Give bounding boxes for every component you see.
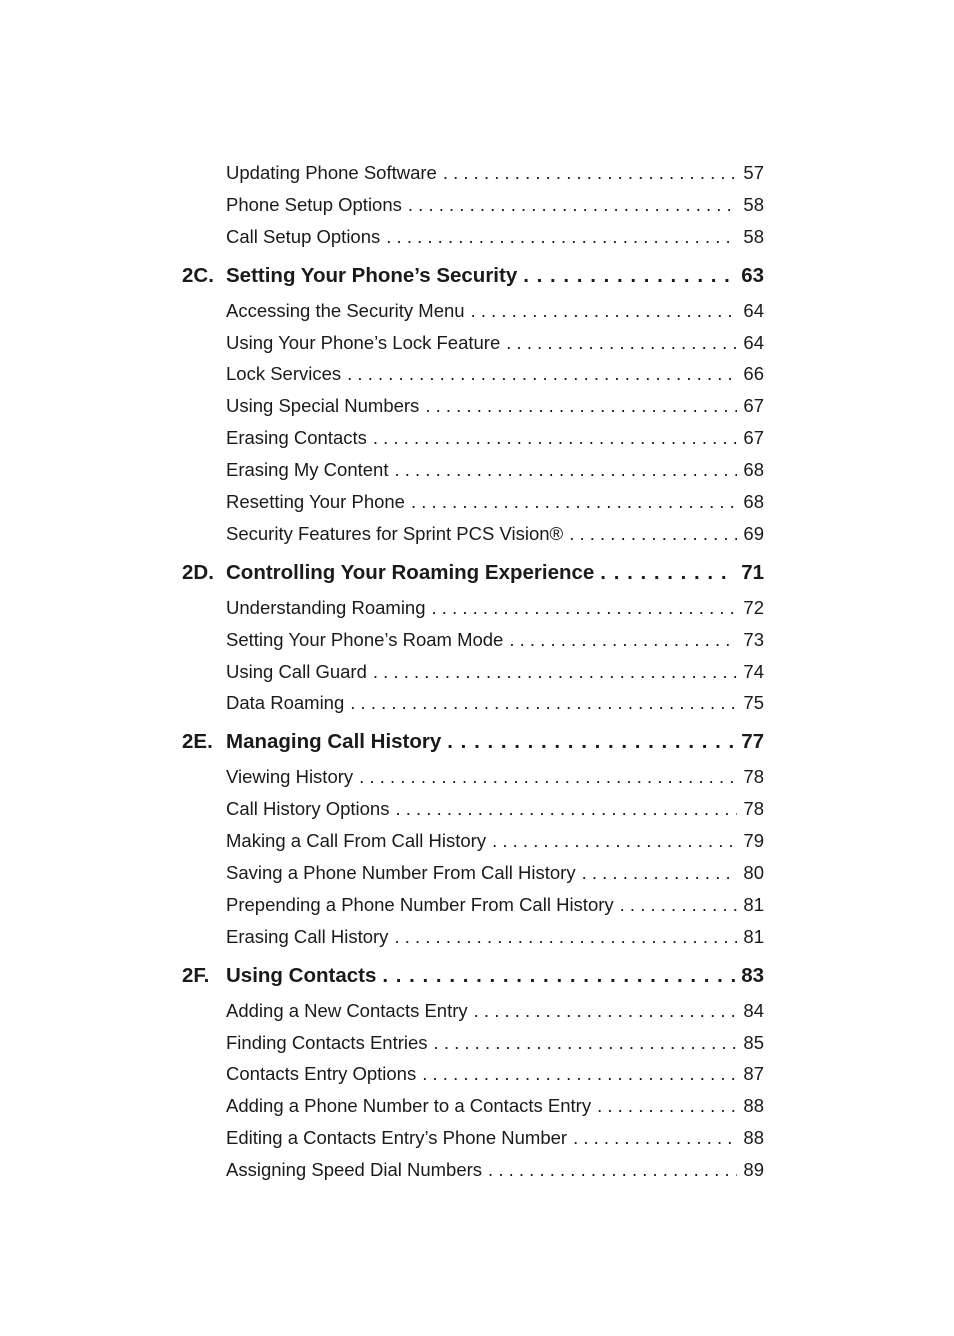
chapter-page: 63 [741,263,764,287]
toc-entry-title: Saving a Phone Number From Call History [226,862,576,884]
toc-entry[interactable] [182,422,764,454]
chapter-number: 2C. [182,263,214,287]
dot-leader [492,825,737,857]
toc-entry-page: 85 [743,1031,764,1053]
toc-entry-page: 84 [743,999,764,1021]
chapter-title: Controlling Your Roaming Experience [226,560,595,584]
toc-entry-page: 67 [743,427,764,449]
toc-entry-title: Phone Setup Options [226,193,402,215]
toc-entry-page: 69 [743,522,764,544]
toc-entry-title: Using Special Numbers [226,395,420,417]
toc-entry-title: Using Call Guard [226,660,367,682]
toc-entry-page: 87 [743,1063,764,1085]
dot-leader [422,1058,737,1090]
toc-entry-page: 75 [743,692,764,714]
toc-chapter-heading[interactable] [182,554,764,592]
toc-entry-title: Erasing Contacts [226,427,367,449]
toc-entry-page: 73 [743,628,764,650]
toc-entry-title: Using Your Phone’s Lock Feature [226,331,501,353]
toc-chapter-heading[interactable] [182,723,764,761]
toc-entry-page: 58 [743,225,764,247]
dot-leader [408,189,738,221]
toc-entry[interactable] [182,1027,764,1059]
toc-entry[interactable] [182,857,764,889]
toc-entry-page: 58 [743,193,764,215]
dot-leader [620,889,738,921]
toc-entry-title: Assigning Speed Dial Numbers [226,1159,483,1181]
toc-entry-page: 66 [743,363,764,385]
toc-entry-page: 74 [743,660,764,682]
toc-entry-page: 89 [743,1159,764,1181]
dot-leader [447,723,735,761]
toc-entry-page: 64 [743,299,764,321]
dot-leader [509,624,737,656]
toc-entry-title: Adding a New Contacts Entry [226,999,468,1021]
toc-chapter-heading[interactable] [182,957,764,995]
chapter-title: Managing Call History [226,730,442,754]
toc-entry-title: Making a Call From Call History [226,830,487,852]
toc-entry[interactable] [182,761,764,793]
toc-entry-title: Erasing My Content [226,459,389,481]
toc-entry-title: Finding Contacts Entries [226,1031,428,1053]
toc-entry[interactable] [182,358,764,390]
toc-entry-page: 88 [743,1127,764,1149]
dot-leader [350,687,737,719]
toc-entry[interactable] [182,390,764,422]
dot-leader [382,957,735,995]
toc-entry-title: Call History Options [226,798,390,820]
toc-entry-title: Prepending a Phone Number From Call History [226,893,614,915]
dot-leader [395,793,737,825]
toc-entry-title: Viewing History [226,766,354,788]
table-of-contents [182,157,764,1186]
dot-leader [597,1090,737,1122]
dot-leader [425,390,737,422]
dot-leader [573,1122,737,1154]
dot-leader [386,221,737,253]
dot-leader [523,257,735,295]
chapter-number: 2D. [182,560,214,584]
toc-entry-title: Understanding Roaming [226,596,426,618]
dot-leader [600,554,735,592]
toc-entry[interactable] [182,995,764,1027]
chapter-number: 2F. [182,963,210,987]
toc-entry-title: Lock Services [226,363,342,385]
toc-entry[interactable] [182,295,764,327]
dot-leader [434,1027,738,1059]
toc-entry[interactable] [182,687,764,719]
chapter-title: Setting Your Phone’s Security [226,263,518,287]
toc-entry-title: Security Features for Sprint PCS Vision® [226,522,564,544]
toc-entry-page: 67 [743,395,764,417]
dot-leader [474,995,738,1027]
toc-entry-title: Accessing the Security Menu [226,299,465,321]
toc-entry-page: 80 [743,862,764,884]
chapter-page: 83 [741,963,764,987]
dot-leader [411,486,737,518]
toc-entry[interactable] [182,1058,764,1090]
toc-entry[interactable] [182,889,764,921]
dot-leader [373,422,738,454]
toc-entry[interactable] [182,157,764,189]
toc-entry-title: Resetting Your Phone [226,491,405,513]
dot-leader [394,454,737,486]
toc-entry[interactable] [182,454,764,486]
chapter-number: 2E. [182,730,213,754]
toc-entry[interactable] [182,624,764,656]
toc-entry-page: 81 [743,893,764,915]
toc-entry-title: Editing a Contacts Entry’s Phone Number [226,1127,568,1149]
toc-entry-title: Updating Phone Software [226,162,437,183]
toc-entry-title: Call Setup Options [226,225,381,247]
chapter-title: Using Contacts [226,963,377,987]
toc-entry[interactable] [182,825,764,857]
toc-entry[interactable] [182,656,764,688]
toc-entry-page: 78 [743,766,764,788]
dot-leader [347,358,737,390]
toc-entry[interactable] [182,189,764,221]
dot-leader [488,1154,737,1186]
toc-entry-page: 79 [743,830,764,852]
toc-entry[interactable] [182,327,764,359]
toc-entry-title: Data Roaming [226,692,345,714]
chapter-page: 71 [741,560,764,584]
toc-chapter-heading[interactable] [182,257,764,295]
toc-entry[interactable] [182,1090,764,1122]
toc-entry-page: 78 [743,798,764,820]
toc-entry-page: 68 [743,491,764,513]
toc-entry[interactable] [182,921,764,953]
toc-entry-page: 64 [743,331,764,353]
chapter-page: 77 [741,730,764,754]
toc-entry-page: 81 [743,925,764,947]
toc-entry-page: 72 [743,596,764,618]
toc-entry-title: Setting Your Phone’s Roam Mode [226,628,504,650]
toc-entry-title: Erasing Call History [226,925,389,947]
dot-leader [394,921,737,953]
toc-entry[interactable] [182,221,764,253]
toc-entry[interactable] [182,518,764,550]
toc-entry-title: Adding a Phone Number to a Contacts Entry [226,1095,592,1117]
toc-entry-page: 68 [743,459,764,481]
dot-leader [443,157,738,189]
dot-leader [373,656,738,688]
toc-entry[interactable] [182,1154,764,1186]
toc-entry-title: Contacts Entry Options [226,1063,417,1085]
toc-entry[interactable] [182,793,764,825]
dot-leader [582,857,738,889]
toc-entry[interactable] [182,592,764,624]
toc-entry-page: 57 [743,162,764,183]
dot-leader [471,295,738,327]
dot-leader [569,518,737,550]
dot-leader [506,327,737,359]
toc-entry[interactable] [182,486,764,518]
toc-entry[interactable] [182,1122,764,1154]
dot-leader [359,761,737,793]
toc-entry-page: 88 [743,1095,764,1117]
dot-leader [432,592,738,624]
